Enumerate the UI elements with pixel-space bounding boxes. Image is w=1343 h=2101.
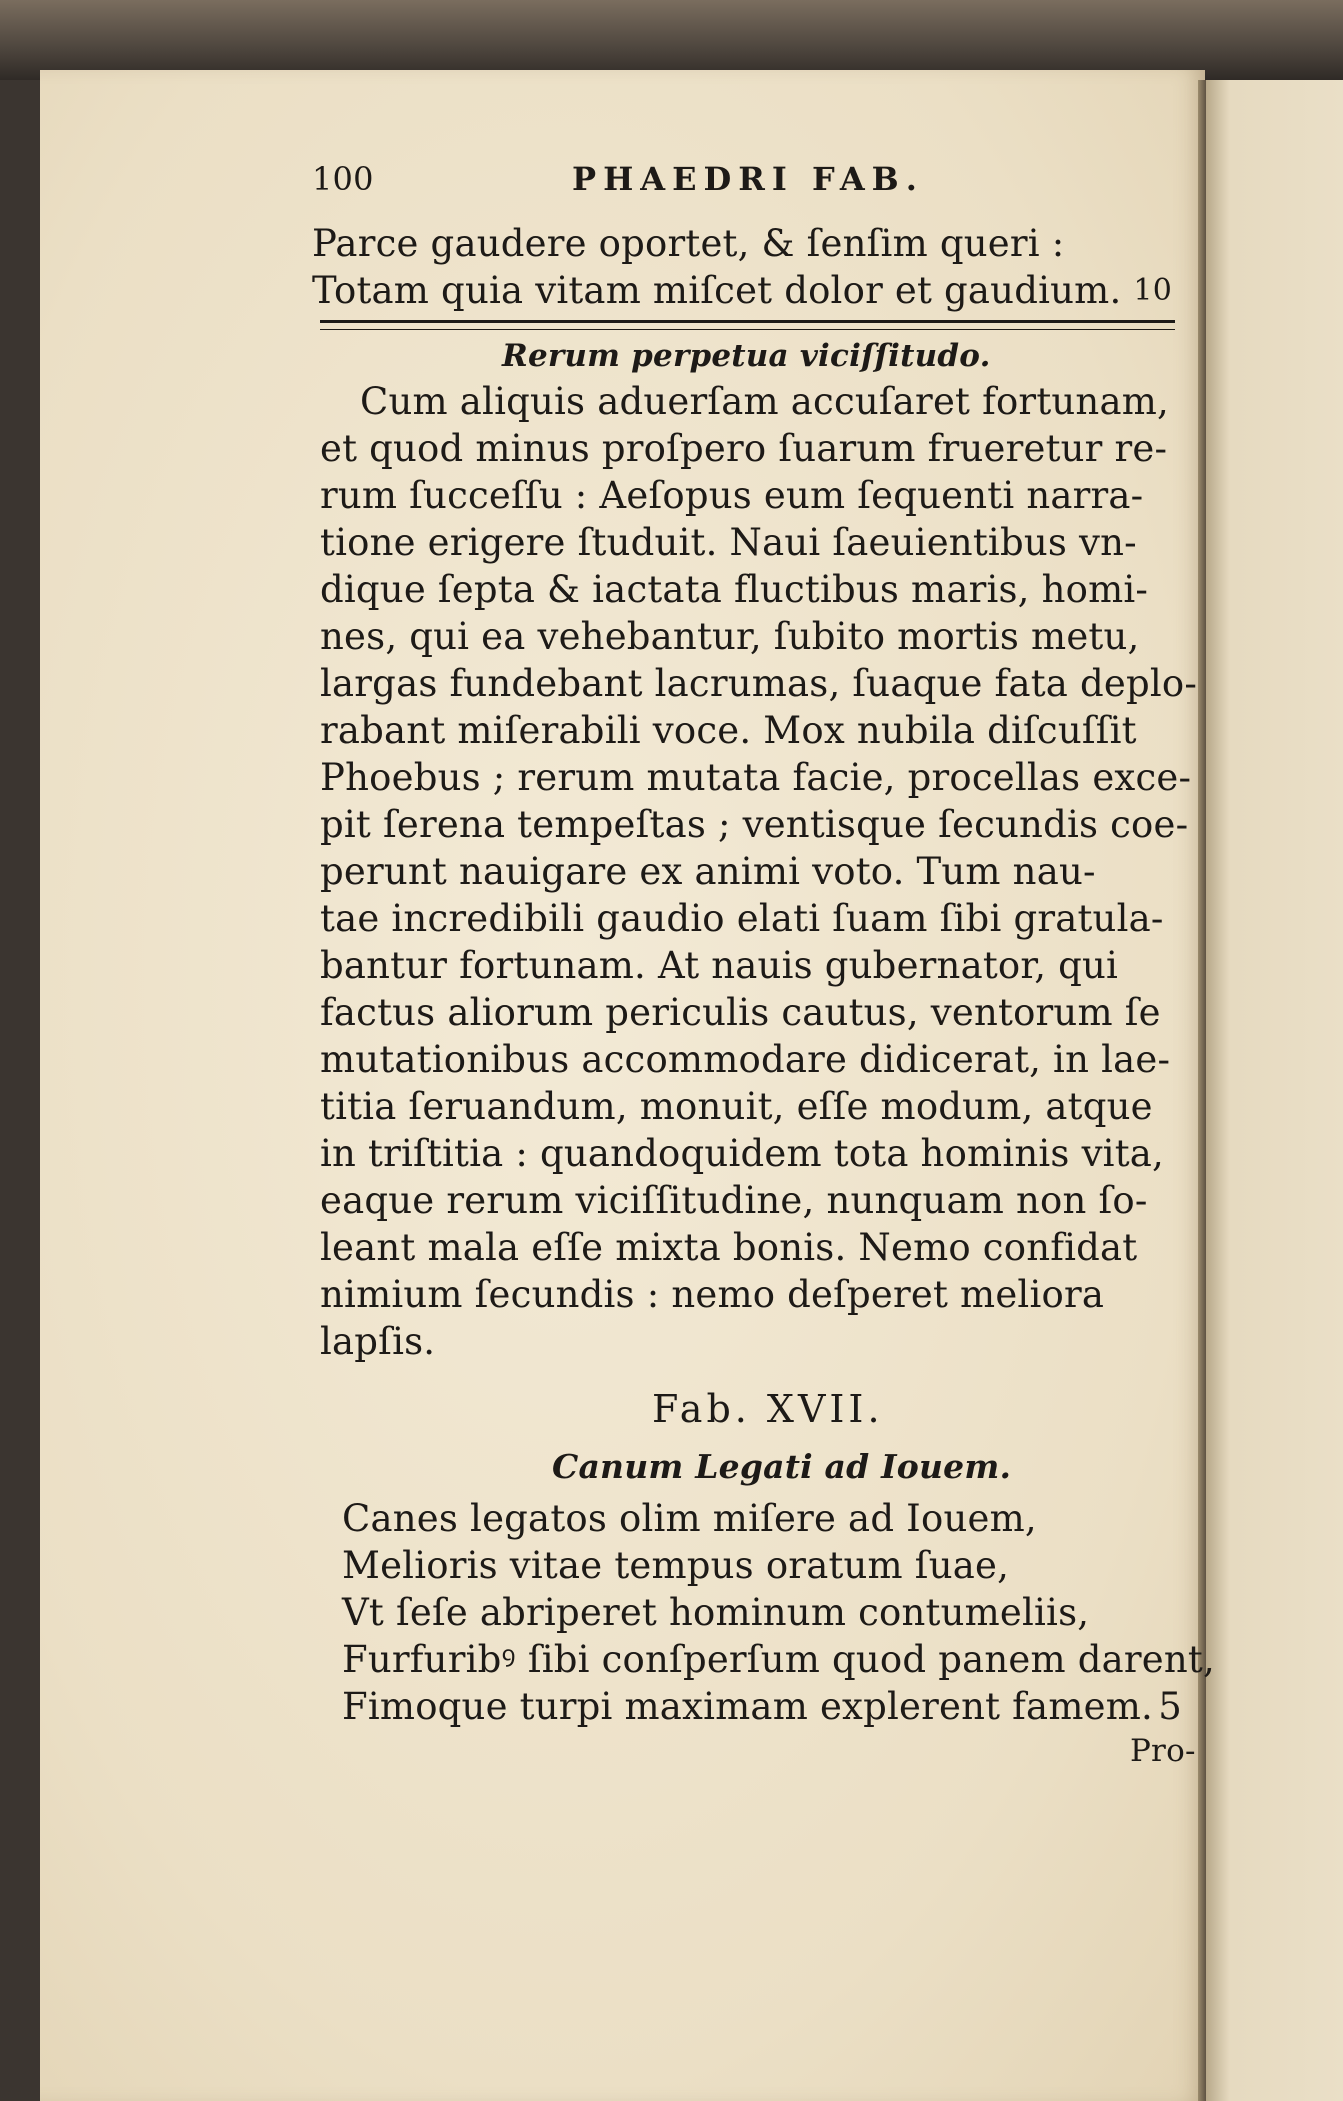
prose-line: largas fundebant lacrumas, ſuaque fata deplo-: [320, 662, 1198, 705]
prose-line: tione erigere ſtuduit. Naui ſaeuientibus vn-: [320, 521, 1137, 564]
prose-line: pit ſerena tempeſtas ; ventisque ſecundis coe-: [320, 803, 1189, 846]
page-text: [270, 160, 1215, 1772]
prose-line: in triſtitia : quandoquidem tota hominis vita,: [320, 1132, 1164, 1175]
verse-block: [270, 220, 1180, 314]
prose-line: Phoebus ; rerum mutata facie, procellas exce-: [320, 756, 1192, 799]
running-title: PHAEDRI FAB.: [572, 160, 924, 198]
fable-line: [342, 1495, 1182, 1542]
fable-line-text: Vt ſeſe abriperet hominum contumeliis,: [342, 1591, 1090, 1634]
verse-text: Totam quia vitam miſcet dolor et gaudium.: [312, 269, 1122, 312]
facing-page-edge: [1205, 80, 1343, 2101]
prose-line: leant mala eſſe mixta bonis. Nemo confidat: [320, 1226, 1138, 1269]
page-gutter: [1198, 80, 1206, 2101]
fable-line: [342, 1683, 1182, 1730]
fable-line: [342, 1589, 1182, 1636]
prose-line: factus aliorum periculis cautus, ventorum ſe: [320, 991, 1161, 1034]
prose-line: tae incredibili gaudio elati ſuam ſibi gratula-: [320, 897, 1164, 940]
fable-line-text: Canes legatos olim miſere ad Iouem,: [342, 1497, 1037, 1540]
fable-line-text: Fimoque turpi maximam explerent famem.: [342, 1685, 1153, 1728]
prose-line: titia ſeruandum, monuit, eſſe modum, atque: [320, 1085, 1153, 1128]
prose-line: bantur fortunam. At nauis gubernator, qui: [320, 944, 1119, 987]
fable-line-number: 5: [1158, 1685, 1182, 1728]
prose-line: Cum aliquis aduerſam accuſaret fortunam,: [360, 380, 1169, 423]
prose-line: mutationibus accommodare didicerat, in lae-: [320, 1038, 1171, 1081]
prose-line: perunt nauigare ex animi voto. Tum nau-: [320, 850, 1096, 893]
section-title: Rerum perpetua viciſſitudo.: [502, 338, 991, 374]
prose-line: rabant miſerabili voce. Mox nubila diſcuſſit: [320, 709, 1137, 752]
book-top-edge: [0, 0, 1343, 80]
verse-number: 10: [1133, 273, 1172, 308]
fable-subtitle: Canum Legati ad Iouem.: [552, 1447, 1012, 1486]
fable-line: [342, 1542, 1182, 1589]
fable-heading: Fab. XVII.: [652, 1387, 884, 1431]
catchword: Pro-: [1130, 1733, 1196, 1769]
fable-line-text: Melioris vitae tempus oratum ſuae,: [342, 1544, 1010, 1587]
section-rule: [320, 320, 1175, 330]
prose-line: et quod minus proſpero ſuarum frueretur re-: [320, 427, 1168, 470]
verse-line: [312, 267, 1172, 314]
verse-text: Parce gaudere oportet, & ſenſim queri :: [312, 222, 1065, 265]
prose-line: lapſis.: [320, 1320, 436, 1363]
page-header: [312, 160, 1180, 220]
prose-line: rum ſucceſſu : Aeſopus eum ſequenti narra-: [320, 474, 1144, 517]
verse-line: [312, 220, 1172, 267]
prose-block: [320, 378, 1198, 1365]
prose-line: dique ſepta & iactata fluctibus maris, homi-: [320, 568, 1149, 611]
fable-line-text: Furfuribꝰ ſibi conſperſum quod panem darent,: [342, 1638, 1215, 1681]
fable-verse: [342, 1495, 1215, 1730]
prose-line: eaque rerum viciſſitudine, nunquam non ſo-: [320, 1179, 1148, 1222]
prose-line: nes, qui ea vehebantur, ſubito mortis metu,: [320, 615, 1140, 658]
fable-line: [342, 1636, 1215, 1683]
page-number: 100: [312, 160, 374, 198]
prose-line: nimium ſecundis : nemo deſperet meliora: [320, 1273, 1105, 1316]
